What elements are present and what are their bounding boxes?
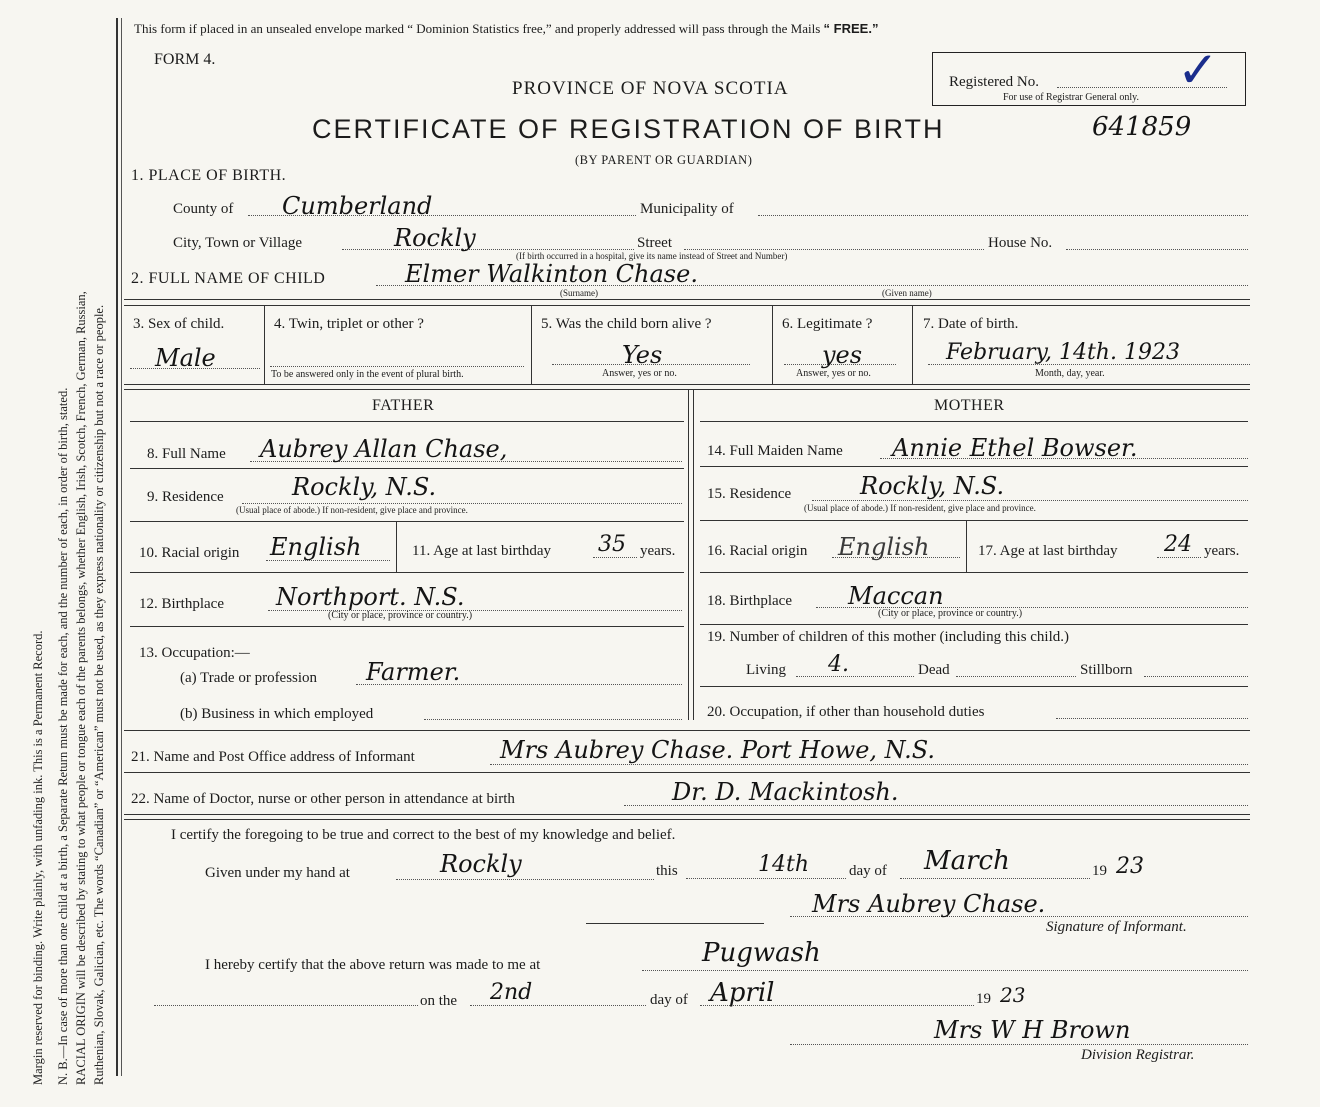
mail-notice-text: This form if placed in an unsealed envelope marked “ Dominion Statistics free,” and properly addressed will pass through the Mails	[134, 21, 821, 36]
dob-label: 7. Date of birth.	[923, 316, 1019, 332]
margin-line-3: RACIAL ORIGIN will be described by stating to what people or tongue each of the parents belongs, whether English, Irish, Scotch, French, German, Russian,	[74, 291, 88, 1085]
house-label: House No.	[988, 235, 1053, 251]
registered-number-box	[932, 41, 1246, 106]
on-the-label: on the	[420, 993, 458, 1009]
city-label: City, Town or Village	[173, 235, 303, 251]
margin-line-1: Margin reserved for binding. Write plainly, with unfading ink. This is a Permanent Record.	[31, 630, 45, 1085]
legitimate-note: Answer, yes or no.	[796, 368, 871, 379]
this-label: this	[656, 863, 678, 879]
certify-day-of-label: day of	[849, 863, 887, 879]
father-race-value: English	[270, 533, 362, 561]
surname-note: (Surname)	[560, 288, 598, 298]
given-label: Given under my hand at	[205, 865, 350, 881]
registrar-year-prefix: 19	[976, 991, 991, 1007]
alive-value: Yes	[622, 341, 663, 369]
mother-heading: MOTHER	[934, 397, 1005, 414]
mother-residence-value: Rockly, N.S.	[860, 472, 1005, 500]
registrar-signature: Mrs W H Brown	[934, 1016, 1131, 1044]
certificate-title: CERTIFICATE OF REGISTRATION OF BIRTH	[312, 114, 945, 144]
mother-birthplace-label: 18. Birthplace	[707, 593, 792, 609]
father-residence-label: 9. Residence	[147, 489, 224, 505]
informant-label: 21. Name and Post Office address of Informant	[131, 749, 415, 765]
dob-note: Month, day, year.	[1035, 368, 1105, 379]
mother-age-label: 17. Age at last birthday	[978, 543, 1118, 559]
certify-month-value: March	[924, 846, 1010, 876]
certificate-subtitle: (BY PARENT OR GUARDIAN)	[575, 153, 753, 167]
father-residence-note: (Usual place of abode.) If non-resident, give place and province.	[236, 505, 468, 515]
registrar-year-value: 23	[1000, 983, 1026, 1007]
mother-residence-label: 15. Residence	[707, 486, 792, 502]
mother-years-label: years.	[1204, 543, 1240, 559]
registered-checkmark: ✓	[1177, 41, 1219, 99]
margin-border-inner	[121, 18, 122, 1076]
father-name-value: Aubrey Allan Chase,	[260, 435, 508, 463]
father-birthplace-value: Northport. N.S.	[276, 583, 465, 611]
street-label: Street	[637, 235, 672, 251]
alive-label: 5. Was the child born alive ?	[541, 316, 712, 332]
father-race-label: 10. Racial origin	[139, 545, 240, 561]
father-occupation-label: 13. Occupation:—	[139, 645, 250, 661]
child-name-label: 2. FULL NAME OF CHILD	[131, 270, 326, 287]
father-age-value: 35	[598, 532, 626, 557]
mail-notice	[134, 22, 878, 35]
municipality-label: Municipality of	[640, 201, 734, 217]
informant-signature-label: Signature of Informant.	[1046, 919, 1187, 935]
margin-line-2: N. B.—In case of more than one child at a birth, a Separate Return must be made for each, and the number of each, in order of birth, stated.	[56, 387, 70, 1085]
child-name-value: Elmer Walkinton Chase.	[405, 260, 698, 288]
certify-day-value: 14th	[758, 852, 810, 877]
dead-label: Dead	[918, 662, 950, 678]
city-value: Rockly	[394, 224, 476, 252]
province-title: PROVINCE OF NOVA SCOTIA	[512, 78, 789, 99]
sex-value: Male	[155, 344, 216, 372]
father-age-label: 11. Age at last birthday	[412, 543, 551, 559]
certify-statement: I certify the foregoing to be true and correct to the best of my knowledge and belief.	[171, 827, 676, 843]
county-value: Cumberland	[282, 192, 433, 220]
mother-occupation-label: 20. Occupation, if other than household duties	[707, 704, 985, 720]
mother-name-label: 14. Full Maiden Name	[707, 443, 843, 459]
certificate-number: 641859	[1092, 112, 1192, 142]
legitimate-label: 6. Legitimate ?	[782, 316, 873, 332]
father-name-label: 8. Full Name	[147, 446, 226, 462]
informant-signature: Mrs Aubrey Chase.	[812, 890, 1046, 918]
mother-race-value: English	[838, 533, 930, 561]
father-birthplace-note: (City or place, province or country.)	[328, 610, 473, 621]
registrar-day-value: 2nd	[490, 980, 533, 1005]
margin-instructions	[0, 5, 120, 1085]
doctor-label: 22. Name of Doctor, nurse or other person in attendance at birth	[131, 791, 515, 807]
given-name-note: (Given name)	[882, 288, 932, 298]
certify-year-value: 23	[1116, 854, 1144, 879]
mother-residence-note: (Usual place of abode.) If non-resident, give place and province.	[804, 503, 1036, 513]
sex-label: 3. Sex of child.	[133, 316, 225, 332]
margin-line-4: Ruthenian, Slovak, Galician, etc. The words “Canadian” or “American” must not be used, as they express nationality or citizenship but not a race or people.	[92, 304, 106, 1085]
legitimate-value: yes	[822, 341, 863, 369]
mother-birthplace-note: (City or place, province or country.)	[878, 608, 1023, 619]
living-label: Living	[746, 662, 786, 678]
doctor-value: Dr. D. Mackintosh.	[672, 778, 899, 806]
registrar-day-of-label: day of	[650, 992, 688, 1008]
father-trade-label: (a) Trade or profession	[180, 670, 318, 686]
informant-value: Mrs Aubrey Chase. Port Howe, N.S.	[500, 736, 935, 764]
father-trade-value: Farmer.	[366, 658, 461, 686]
father-birthplace-label: 12. Birthplace	[139, 596, 224, 612]
registrar-place-value: Pugwash	[702, 938, 821, 968]
registrar-only-note: For use of Registrar General only.	[1003, 92, 1139, 103]
registrar-statement: I hereby certify that the above return was made to me at	[205, 957, 541, 973]
mother-name-value: Annie Ethel Bowser.	[892, 434, 1138, 462]
registrar-month-value: April	[710, 978, 775, 1008]
living-value: 4.	[828, 652, 849, 677]
certify-year-prefix: 19	[1092, 863, 1107, 879]
dob-value: February, 14th. 1923	[946, 340, 1180, 365]
stillborn-label: Stillborn	[1080, 662, 1133, 678]
father-residence-value: Rockly, N.S.	[292, 473, 437, 501]
division-registrar-label: Division Registrar.	[1081, 1047, 1195, 1063]
given-place-value: Rockly	[440, 850, 522, 878]
mail-notice-free: “ FREE.”	[823, 21, 879, 36]
hospital-note: (If birth occurred in a hospital, give its name instead of Street and Number)	[516, 251, 788, 261]
place-heading: 1. PLACE OF BIRTH.	[131, 167, 287, 184]
father-business-label: (b) Business in which employed	[180, 706, 374, 722]
form-number: FORM 4.	[154, 51, 216, 68]
mother-children-label: 19. Number of children of this mother (including this child.)	[707, 629, 1070, 645]
mother-birthplace-value: Maccan	[848, 582, 944, 610]
father-years-label: years.	[640, 543, 676, 559]
registered-label: Registered No.	[949, 74, 1039, 90]
twin-note: To be answered only in the event of plural birth.	[271, 369, 464, 380]
county-label: County of	[173, 201, 234, 217]
mother-age-value: 24	[1164, 532, 1192, 557]
twin-label: 4. Twin, triplet or other ?	[274, 316, 424, 332]
alive-note: Answer, yes or no.	[602, 368, 677, 379]
mother-race-label: 16. Racial origin	[707, 543, 808, 559]
father-heading: FATHER	[372, 397, 435, 414]
margin-border	[116, 18, 118, 1076]
